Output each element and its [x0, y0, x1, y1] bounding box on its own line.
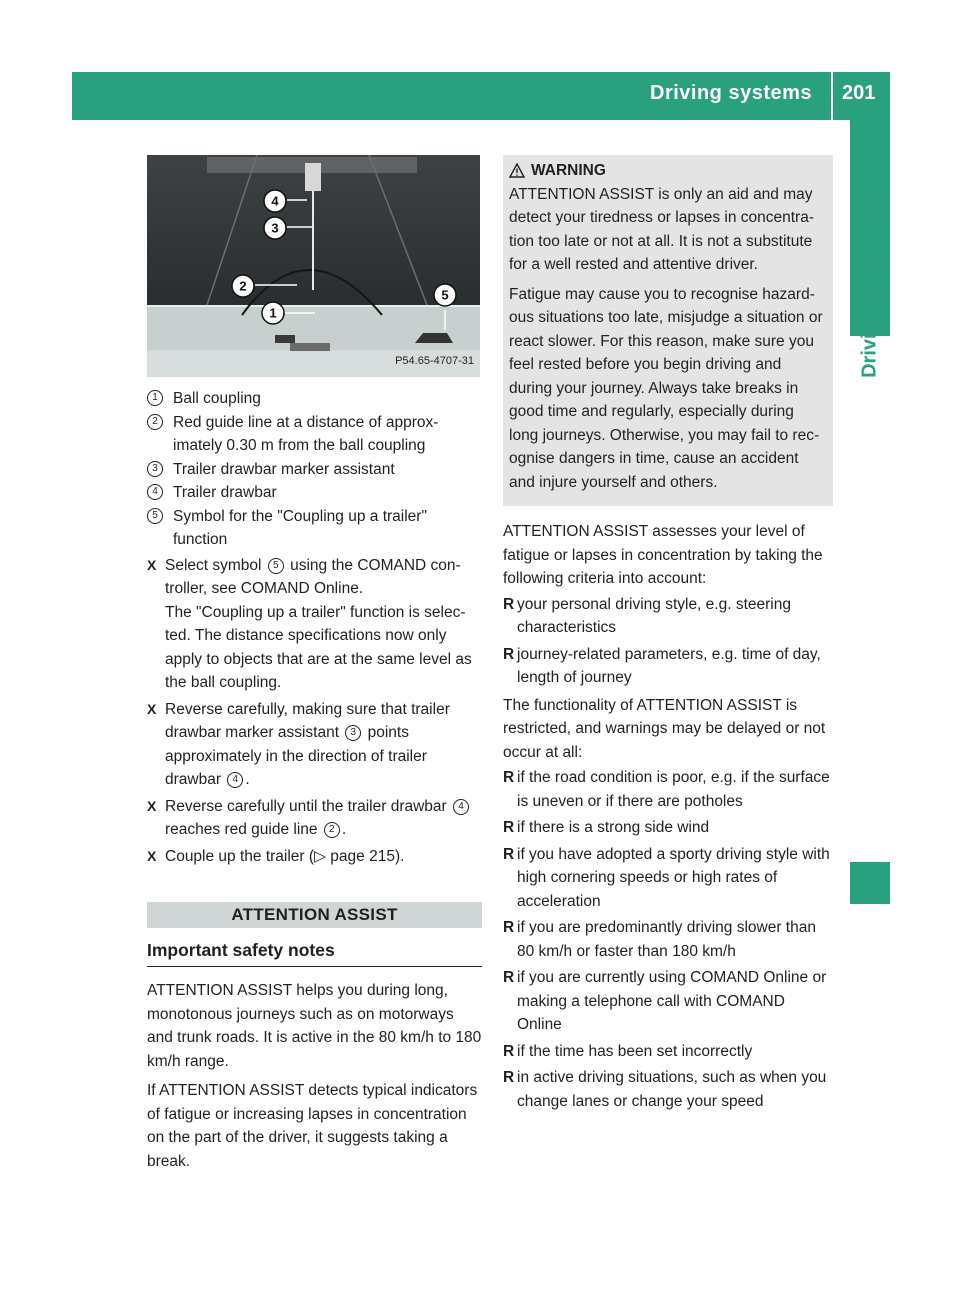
- step-marker-icon: X: [147, 797, 157, 814]
- list-item-text: journey-related parameters, e.g. time of day, length of journey: [517, 645, 821, 686]
- bullet-icon: R: [503, 919, 515, 936]
- instruction-steps: [147, 554, 482, 869]
- step-item: [147, 698, 482, 792]
- bullet-icon: R: [503, 769, 515, 786]
- warning-text: ATTENTION ASSIST is only an aid and may detect your tiredness or lapses in concentration too late or not at all. It is not a substitute for a well rested and attentive driver.: [509, 185, 814, 273]
- list-item-text: if you are currently using COMAND Online or making a telephone call with COMAND Online: [517, 969, 827, 1033]
- list-item: [503, 1066, 833, 1113]
- list-item: [503, 816, 833, 840]
- criteria-list: [503, 593, 833, 690]
- section-heading: ATTENTION ASSIST: [147, 902, 482, 928]
- list-item: [503, 766, 833, 813]
- step-item: [147, 554, 482, 695]
- step-text: [165, 698, 482, 792]
- list-item: [503, 593, 833, 640]
- callout-3-label: 3: [271, 220, 279, 236]
- side-tab: [852, 184, 888, 384]
- list-item: [503, 916, 833, 963]
- image-legend: [147, 387, 482, 552]
- inline-number: 5: [268, 558, 284, 574]
- side-tab-marker: [850, 862, 890, 904]
- restriction-list: [503, 766, 833, 1113]
- callout-5: [434, 284, 456, 306]
- legend-text: Red guide line at a distance of approximately 0.30 m from the ball coupling: [173, 413, 439, 454]
- bullet-icon: R: [503, 1042, 515, 1060]
- callout-4-label: 4: [271, 193, 279, 209]
- camera-overlay: [147, 155, 480, 377]
- step-text-part: .: [245, 771, 250, 788]
- legend-text: Ball coupling: [173, 390, 261, 407]
- step-text-part: Select symbol: [165, 556, 266, 574]
- callout-2: [232, 275, 254, 297]
- legend-number: 5: [147, 508, 163, 524]
- page-section-title: Driving systems: [650, 82, 813, 104]
- subsection-heading: Important safety notes: [147, 940, 482, 967]
- callout-2-label: 2: [239, 278, 247, 294]
- legend-text: Trailer drawbar marker assistant: [173, 460, 395, 478]
- list-item-text: if the road condition is poor, e.g. if the surface is uneven or if there are potholes: [517, 769, 830, 810]
- legend-text: Trailer drawbar: [173, 484, 277, 501]
- paragraph: ATTENTION ASSIST helps you during long, monotonous journeys such as on motorways and trunk roads. It is active in the 80 km/h to 180 km/h range.: [147, 982, 482, 1070]
- warning-box: [503, 155, 833, 506]
- step-marker-icon: X: [147, 700, 157, 717]
- callout-4: [264, 190, 286, 212]
- inline-number: 3: [345, 725, 361, 741]
- step-marker-icon: X: [147, 847, 157, 864]
- callout-5-label: 5: [441, 287, 449, 303]
- legend-item: [147, 411, 482, 458]
- coupling-trailer-symbol-icon: [275, 333, 453, 351]
- list-item: [503, 643, 833, 690]
- list-item-text: in active driving situations, such as when you change lanes or change your speed: [517, 1069, 827, 1110]
- paragraph: ATTENTION ASSIST assesses your level of fatigue or lapses in concentration by taking the following criteria into account:: [503, 523, 823, 587]
- inline-number: 4: [227, 772, 243, 788]
- rear-camera-image: [147, 155, 480, 377]
- callout-1-label: 1: [269, 305, 277, 321]
- legend-number: 4: [147, 484, 163, 500]
- step-text-part: Couple up the trailer (: [165, 847, 315, 865]
- step-marker-icon: X: [147, 556, 157, 573]
- warning-triangle-icon: [509, 163, 525, 178]
- page-reference-icon[interactable]: ▷: [314, 847, 326, 865]
- bullet-icon: R: [503, 645, 515, 663]
- right-column: [503, 155, 833, 1117]
- step-text-part: .: [341, 821, 347, 838]
- inline-number: 2: [324, 822, 340, 838]
- legend-item: [147, 505, 482, 552]
- left-paragraphs: [147, 979, 482, 1173]
- page-reference-link[interactable]: page 215).: [325, 847, 405, 865]
- side-tab-label: Driving and parking: [858, 190, 881, 378]
- legend-item: [147, 481, 482, 505]
- list-item: [503, 843, 833, 914]
- bullet-icon: R: [503, 595, 515, 613]
- warning-header: [509, 159, 827, 183]
- list-item-text: if you have adopted a sporty driving style with high cornering speeds or high rates of acceleration: [517, 845, 830, 910]
- legend-number: 3: [147, 461, 163, 477]
- step-text: [165, 795, 482, 842]
- list-item-text: if the time has been set incorrectly: [517, 1042, 753, 1060]
- legend-text: Symbol for the "Coupling up a trailer" function: [173, 507, 427, 548]
- bullet-icon: R: [503, 969, 515, 986]
- bullet-icon: R: [503, 819, 515, 836]
- bullet-icon: R: [503, 1069, 515, 1086]
- paragraph: If ATTENTION ASSIST detects typical indicators of fatigue or increasing lapses in concentration on the part of the driver, it suggests taking a break.: [147, 1082, 478, 1170]
- step-text-part: reaches red guide line: [165, 821, 322, 838]
- page-number: 201: [842, 82, 876, 104]
- step-text: [165, 845, 482, 869]
- step-item: [147, 845, 482, 869]
- right-body: [503, 520, 833, 1113]
- step-text-part: points approximately in the direction of trailer drawbar: [165, 724, 427, 788]
- image-code: P54.65-4707-31: [395, 355, 474, 367]
- step-text: [165, 554, 482, 695]
- callout-1: [262, 302, 284, 324]
- legend-item: [147, 387, 482, 411]
- callout-3: [264, 217, 286, 239]
- bullet-icon: R: [503, 845, 515, 863]
- warning-title: WARNING: [531, 162, 606, 179]
- inline-number: 4: [453, 799, 469, 815]
- left-column: [147, 155, 482, 1179]
- step-text-part: Reverse carefully until the trailer drawbar: [165, 797, 452, 815]
- step-text-part: using the COMAND controller, see COMAND Online.: [165, 556, 461, 597]
- legend-number: 1: [147, 390, 163, 406]
- step-text-part: Reverse carefully, making sure that trailer drawbar marker assistant: [165, 700, 450, 741]
- list-item: [503, 1040, 833, 1064]
- legend-number: 2: [147, 414, 163, 430]
- list-item-text: if there is a strong side wind: [517, 819, 710, 836]
- legend-item: [147, 458, 482, 482]
- header-divider: [831, 72, 833, 120]
- list-item-text: if you are predominantly driving slower than 80 km/h or faster than 180 km/h: [517, 919, 816, 960]
- step-result: The "Coupling up a trailer" function is selected. The distance specifications now only apply to objects that are at the same level as the ball coupling.: [165, 603, 472, 691]
- list-item: [503, 966, 833, 1037]
- paragraph: The functionality of ATTENTION ASSIST is restricted, and warnings may be delayed or not occur at all:: [503, 696, 826, 761]
- step-item: [147, 795, 482, 842]
- warning-text: Fatigue may cause you to recognise hazardous situations too late, misjudge a situation or react slower. For this reason, make sure you feel rested before you begin driving and during your journey. Always take breaks in good time and regularly, especially during long journeys. Otherwise, you may fail to recognise dangers in time, cause an accident and injure yourself and others.: [509, 285, 823, 491]
- list-item-text: your personal driving style, e.g. steering characteristics: [517, 595, 791, 636]
